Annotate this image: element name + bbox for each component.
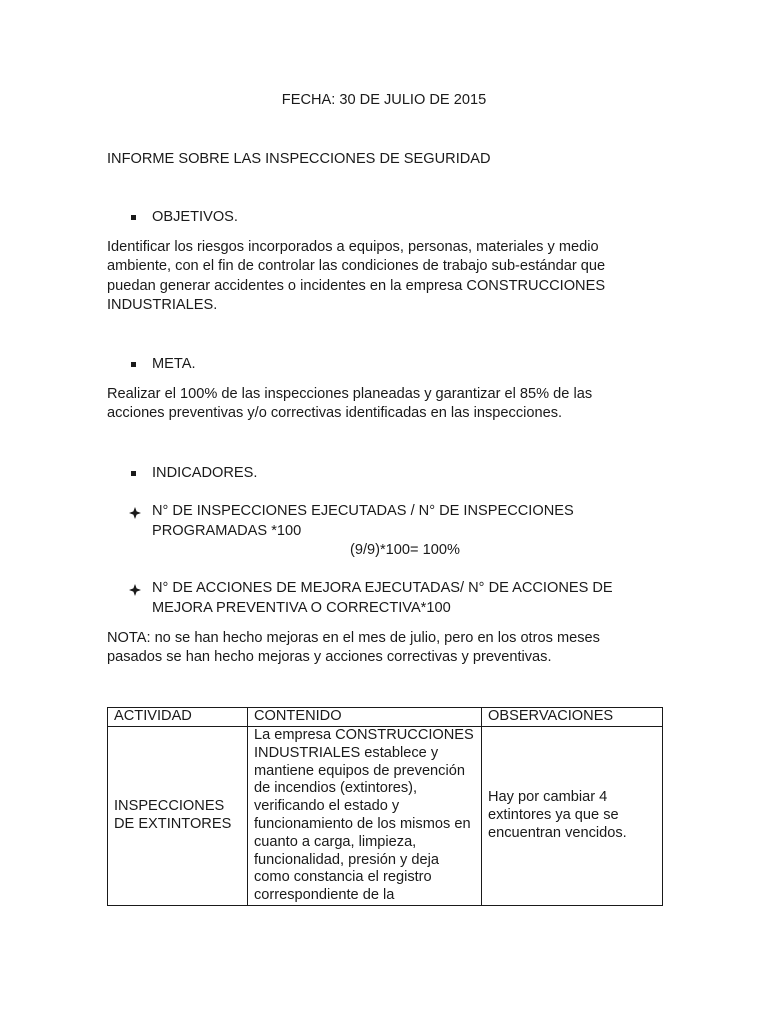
indicators-heading: INDICADORES. bbox=[152, 465, 258, 481]
goal-heading: META. bbox=[152, 356, 196, 372]
indicator-1-line-1: N° DE INSPECCIONES EJECUTADAS / N° DE INSPECCIONES bbox=[152, 503, 574, 519]
goal-body: Realizar el 100% de las inspecciones planeadas y garantizar el 85% de las acciones preventivas y/o correctivas identificadas en las inspecciones. bbox=[107, 386, 593, 422]
table-row bbox=[108, 727, 663, 906]
square-bullet-icon bbox=[131, 471, 136, 476]
column-header-observations: OBSERVACIONES bbox=[482, 708, 663, 727]
cell-observations: Hay por cambiar 4 extintores ya que se encuentran vencidos. bbox=[482, 727, 663, 906]
square-bullet-icon bbox=[131, 215, 136, 220]
diamond-bullet-icon bbox=[129, 584, 141, 596]
diamond-bullet-icon bbox=[129, 507, 141, 519]
indicators-note: NOTA: no se han hecho mejoras en el mes de julio, pero en los otros meses pasados se han hecho mejoras y acciones correctivas y preventivas. bbox=[107, 630, 600, 666]
date-line: FECHA: 30 DE JULIO DE 2015 bbox=[281, 92, 487, 108]
objectives-heading: OBJETIVOS. bbox=[152, 209, 238, 225]
cell-content: La empresa CONSTRUCCIONES INDUSTRIALES establece y mantiene equipos de prevención de incendios (extintores), verificando el estado y funcionamiento de los mismos en cuanto a carga, limpieza, funcionalidad, presión y deja como constancia el registro correspondiente de la bbox=[248, 727, 482, 906]
inspections-table bbox=[107, 707, 663, 906]
indicator-2-line-1: N° DE ACCIONES DE MEJORA EJECUTADAS/ N° DE ACCIONES DE bbox=[152, 580, 613, 596]
column-header-content: CONTENIDO bbox=[248, 708, 482, 727]
objectives-body: Identificar los riesgos incorporados a equipos, personas, materiales y medio ambiente, con el fin de controlar las condiciones de trabajo sub-estándar que puedan generar accidentes o incidentes en la empresa CONSTRUCCIONES INDUSTRIALES. bbox=[107, 239, 606, 314]
indicator-1-line-2: PROGRAMADAS *100 bbox=[152, 523, 302, 539]
table-header-row bbox=[108, 708, 663, 727]
column-header-activity: ACTIVIDAD bbox=[108, 708, 248, 727]
indicator-2-line-2: MEJORA PREVENTIVA O CORRECTIVA*100 bbox=[152, 600, 451, 616]
cell-activity: INSPECCIONES DE EXTINTORES bbox=[108, 727, 248, 906]
square-bullet-icon bbox=[131, 362, 136, 367]
indicator-1-formula: (9/9)*100= 100% bbox=[350, 542, 460, 558]
report-title: INFORME SOBRE LAS INSPECCIONES DE SEGURIDAD bbox=[107, 151, 491, 167]
